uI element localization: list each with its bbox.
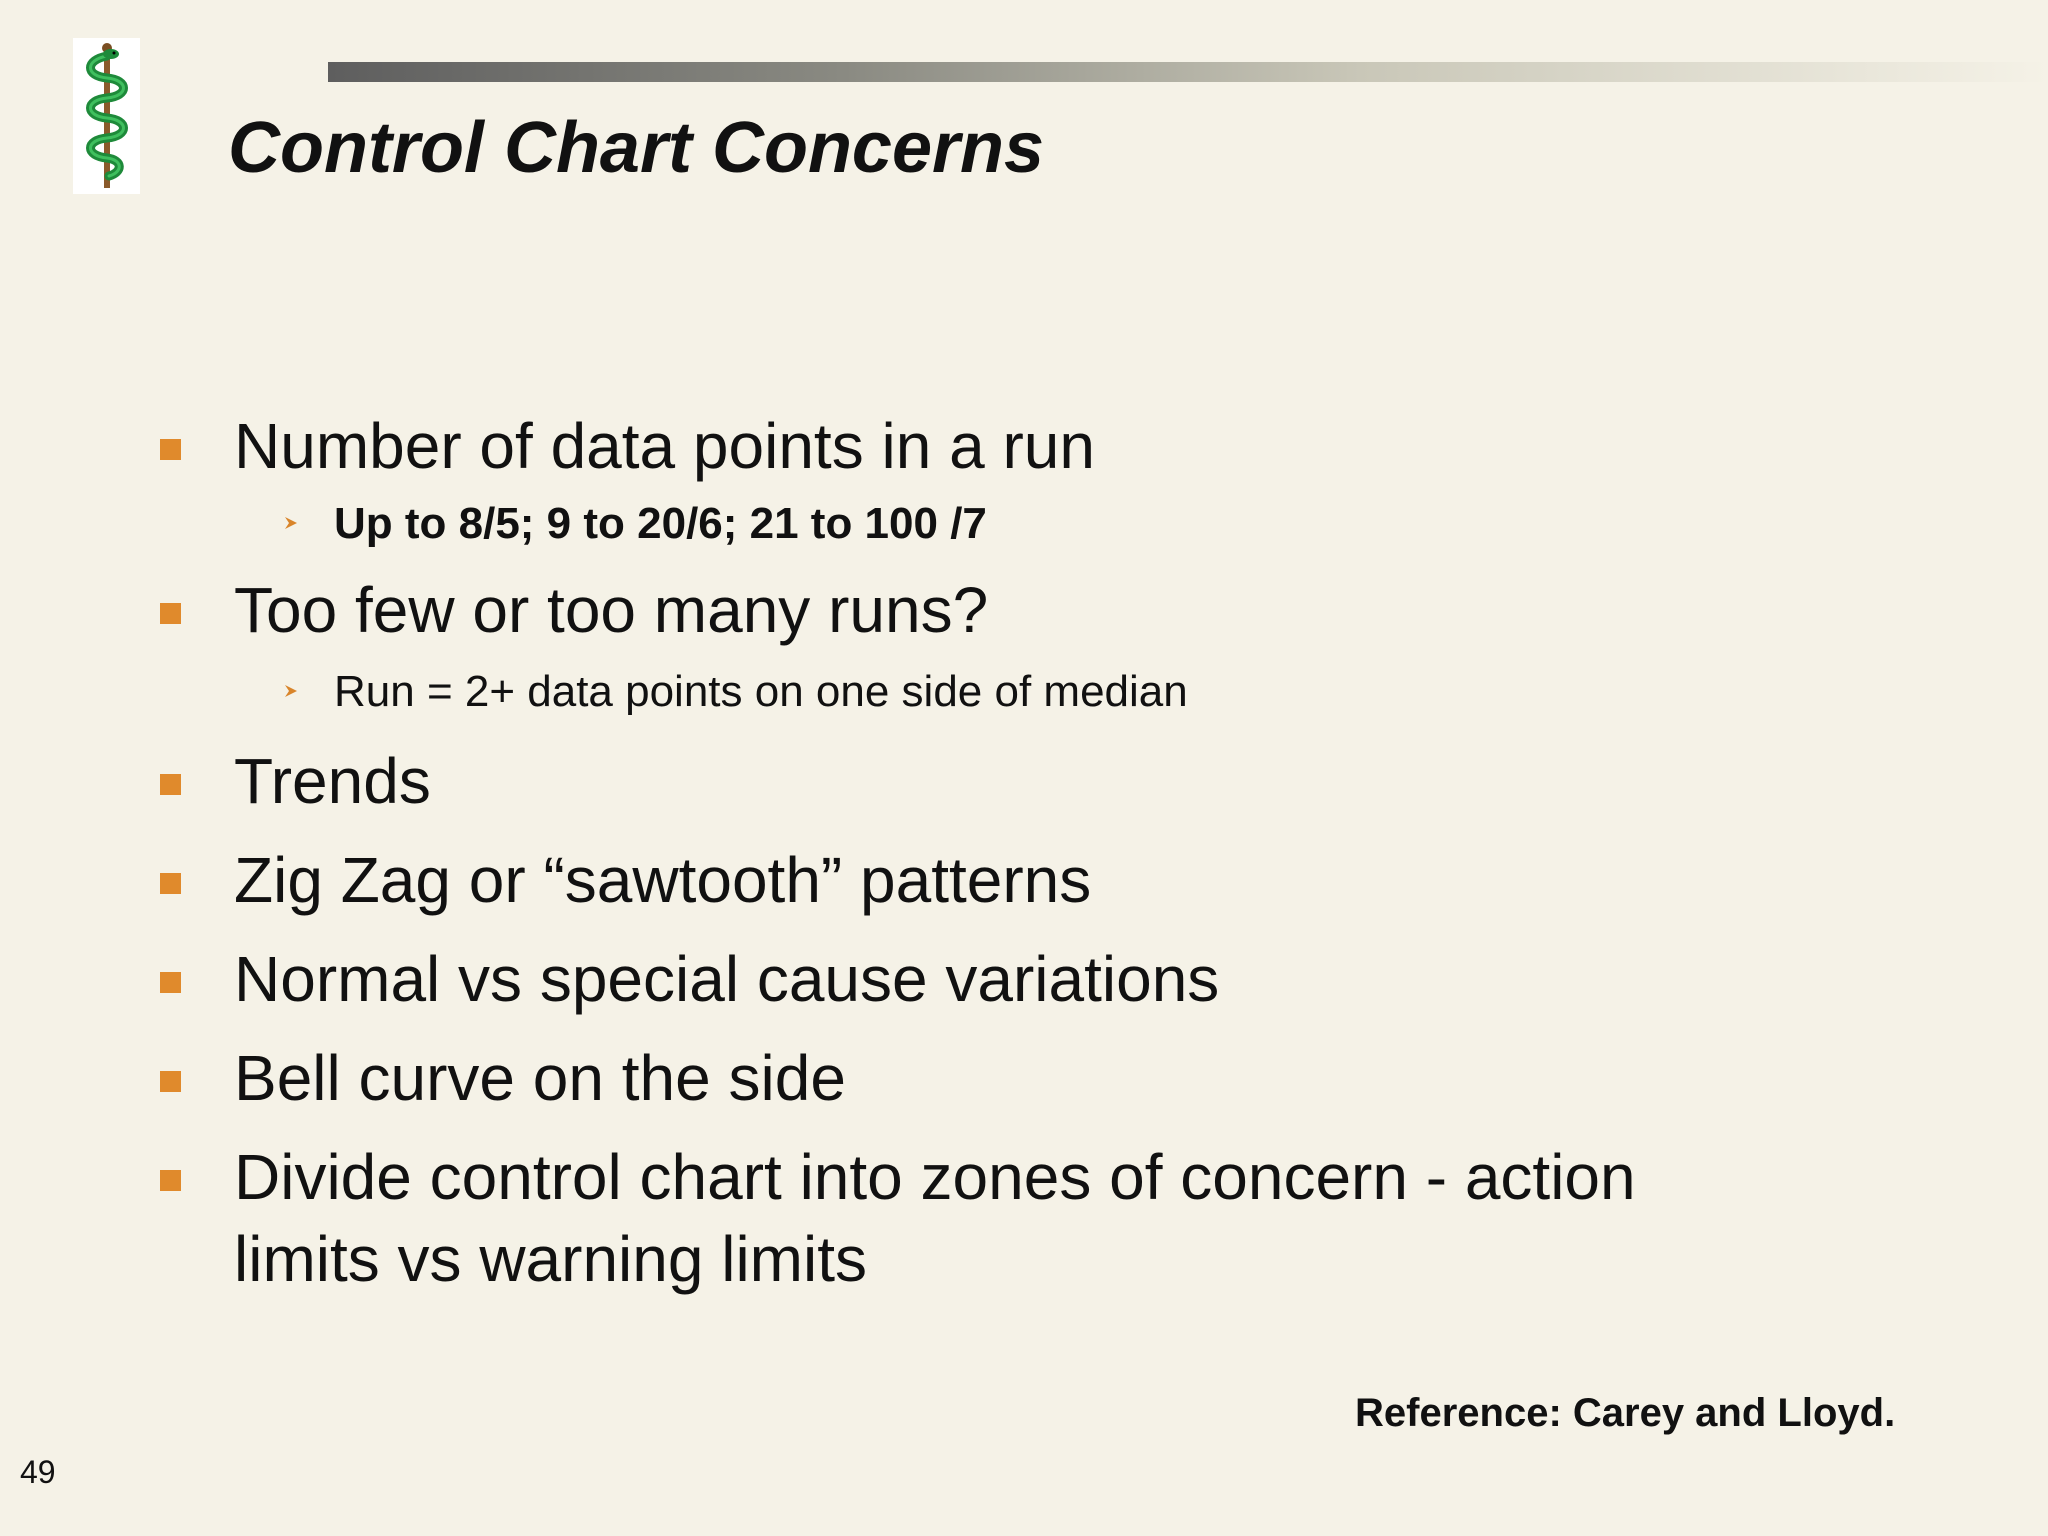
bullet-item [234, 405, 1095, 487]
sub-bullet-text: Up to 8/5; 9 to 20/6; 21 to 100 /7 [334, 499, 987, 548]
bullet-item [234, 1136, 1636, 1218]
bullet-item [234, 740, 431, 822]
bullet-text: Too few or too many runs? [234, 574, 989, 646]
arrow-bullet-icon [282, 514, 300, 532]
page-number: 49 [20, 1454, 56, 1490]
square-bullet-icon [160, 972, 181, 993]
bullet-text: Zig Zag or “sawtooth” patterns [234, 844, 1092, 916]
square-bullet-icon [160, 873, 181, 894]
bullet-text: Number of data points in a run [234, 410, 1095, 482]
sub-bullet-item [334, 496, 987, 552]
square-bullet-icon [160, 1170, 181, 1191]
bullet-text: Trends [234, 745, 431, 817]
arrow-bullet-icon [282, 682, 300, 700]
slide-title: Control Chart Concerns [228, 108, 1045, 188]
square-bullet-icon [160, 603, 181, 624]
bullet-item [234, 839, 1091, 921]
square-bullet-icon [160, 1071, 181, 1092]
bullet-text: Normal vs special cause variations [234, 943, 1220, 1015]
bullet-continuation [234, 1218, 867, 1300]
bullet-text-line-1: Divide control chart into zones of concern - action [234, 1141, 1636, 1213]
bullet-item [234, 569, 988, 651]
bullet-text-line-2: limits vs warning limits [234, 1223, 867, 1295]
square-bullet-icon [160, 439, 181, 460]
square-bullet-icon [160, 774, 181, 795]
sub-bullet-text: Run = 2+ data points on one side of median [334, 667, 1188, 716]
bullet-text: Bell curve on the side [234, 1042, 846, 1114]
reference-note: Reference: Carey and Lloyd. [1355, 1391, 1896, 1435]
bullet-item [234, 1037, 846, 1119]
sub-bullet-item [334, 664, 1188, 720]
bullet-item [234, 938, 1219, 1020]
